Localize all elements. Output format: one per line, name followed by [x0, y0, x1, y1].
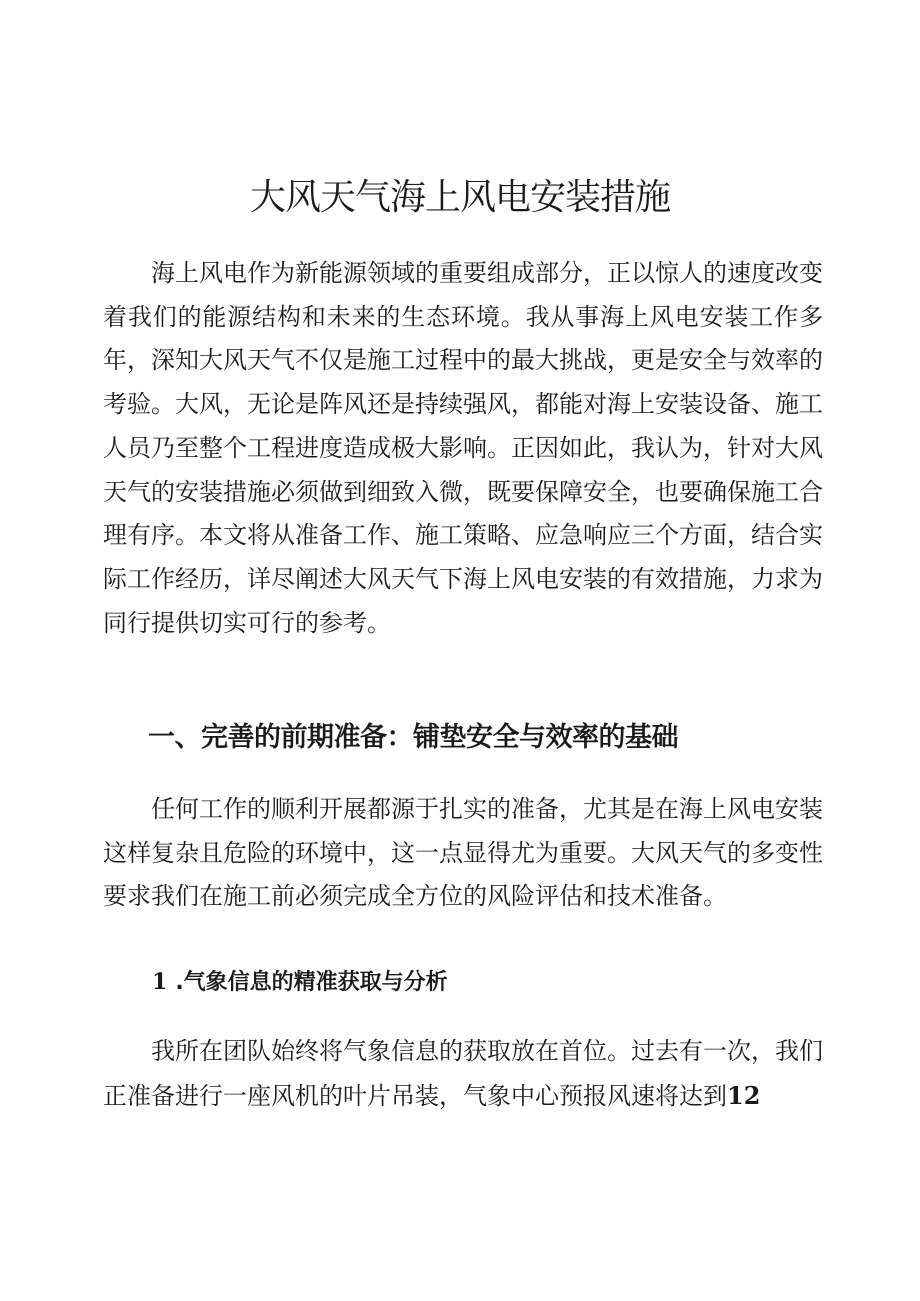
subsection-heading-text: .气象信息的精准获取与分析 [175, 970, 448, 995]
subsection-number: 1 [152, 969, 168, 995]
document-title: 大风天气海上风电安装措施 [249, 177, 670, 218]
wind-speed-number: 12 [727, 1080, 761, 1110]
subsection-1-paragraph [103, 1030, 823, 1118]
subsection-1-paragraph-text: 我所在团队始终将气象信息的获取放在首位。过去有一次，我们正准备进行一座风机的叶片吊装，气象中心预报风速将达到 [103, 1037, 823, 1110]
section-1-paragraph: 任何工作的顺利开展都源于扎实的准备，尤其是在海上风电安装这样复杂且危险的环境中，这一点显得尤为重要。大风天气的多变性要求我们在施工前必须完成全方位的风险评估和技术准备。 [103, 795, 823, 911]
section-heading-1: 一、完善的前期准备：铺垫安全与效率的基础 [148, 722, 678, 753]
subsection-heading-1 [152, 962, 448, 1003]
intro-paragraph: 海上风电作为新能源领域的重要组成部分，正以惊人的速度改变着我们的能源结构和未来的生态环境。我从事海上风电安装工作多年，深知大风天气不仅是施工过程中的最大挑战，更是安全与效率的考验。大风，无论是阵风还是持续强风，都能对海上安装设备、施工人员乃至整个工程进度造成极大影响。正因如此，我认为，针对大风天气的安装措施必须做到细致入微，既要保障安全，也要确保施工合理有序。本文将从准备工作、施工策略、应急响应三个方面，结合实际工作经历，详尽阐述大风天气下海上风电安装的有效措施，力求为同行提供切实可行的参考。 [103, 259, 823, 637]
